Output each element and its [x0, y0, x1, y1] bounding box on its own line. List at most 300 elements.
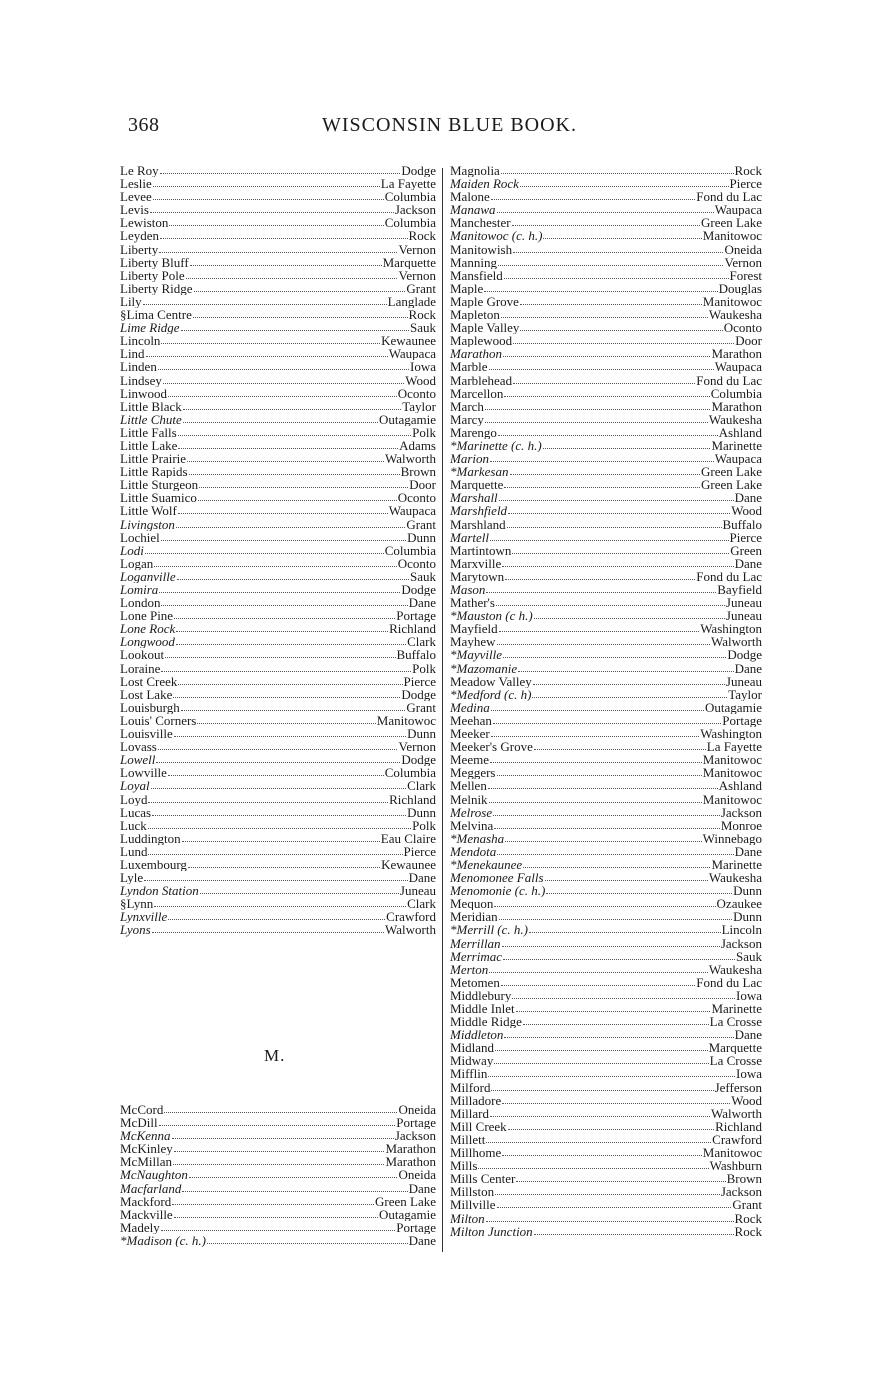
dot-leader [502, 1152, 702, 1156]
dot-leader [172, 1201, 374, 1205]
place-name: McNaughton [120, 1168, 188, 1182]
county-name: Pierce [729, 177, 762, 191]
county-name: Columbia [384, 190, 436, 204]
place-name: Midland [450, 1041, 495, 1055]
county-name: Fond du Lac [696, 190, 762, 204]
county-name: Columbia [384, 766, 436, 780]
dot-leader [207, 1240, 408, 1244]
dot-leader [501, 982, 695, 986]
dot-leader [173, 1161, 384, 1165]
dot-leader [512, 222, 700, 226]
place-name: Little Black [120, 399, 182, 413]
place-name: Merrillan [450, 936, 501, 950]
dot-leader [543, 235, 701, 239]
county-name: Rock [734, 1224, 762, 1238]
list-item [120, 413, 436, 426]
county-name: Dane [734, 1028, 762, 1042]
county-name: Eau Claire [380, 831, 436, 845]
list-item [450, 531, 762, 544]
county-name: La Crosse [709, 1054, 762, 1068]
list-item [120, 727, 436, 740]
list-item [450, 308, 762, 321]
list-item [450, 622, 762, 635]
list-item [450, 190, 762, 203]
county-name: Oconto [397, 556, 436, 570]
place-name: Milton [450, 1211, 485, 1225]
right-column [450, 164, 762, 1238]
county-name: Wood [731, 504, 762, 518]
place-name: *Mauston (c h.) [450, 609, 533, 623]
county-name: Waupaca [714, 203, 762, 217]
place-name: Mifflin [450, 1067, 488, 1081]
dot-leader [513, 340, 734, 344]
county-name: Wood [405, 373, 436, 387]
list-item [120, 282, 436, 295]
county-name: Brown [726, 1172, 762, 1186]
county-name: Columbia [384, 543, 436, 557]
county-name: Door [735, 334, 762, 348]
dot-leader [168, 772, 384, 776]
dot-leader [160, 235, 408, 239]
place-name: Meeme [450, 753, 489, 767]
county-name: Marathon [385, 1142, 436, 1156]
left-column [120, 164, 436, 937]
dot-leader [146, 353, 388, 357]
place-name: *Mayville [450, 648, 502, 662]
place-name: Marcellon [450, 386, 504, 400]
list-item [450, 937, 762, 950]
dot-leader [174, 615, 395, 619]
dot-leader [498, 262, 724, 266]
dot-leader [154, 563, 397, 567]
dot-leader [520, 327, 722, 331]
list-item [120, 334, 436, 347]
list-item [450, 1146, 762, 1159]
county-name: Green [730, 543, 762, 557]
dot-leader [490, 458, 714, 462]
county-name: Dunn [407, 805, 436, 819]
dot-leader [190, 262, 382, 266]
list-item [450, 570, 762, 583]
dot-leader [173, 694, 400, 698]
dot-leader [176, 524, 405, 528]
place-name: Meeker's Grove [450, 740, 533, 754]
county-name: Outagamie [704, 700, 762, 714]
place-name: Linwood [120, 386, 167, 400]
dot-leader [161, 668, 411, 672]
list-item [120, 779, 436, 792]
list-item [450, 648, 762, 661]
dot-leader [501, 314, 708, 318]
dot-leader [546, 890, 732, 894]
dot-leader [516, 1178, 725, 1182]
dot-leader [152, 929, 384, 933]
dot-leader [502, 563, 733, 567]
list-item [120, 531, 436, 544]
dot-leader [529, 929, 721, 933]
list-item [450, 177, 762, 190]
county-name: Dodge [727, 648, 762, 662]
place-name: McMillan [120, 1155, 172, 1169]
dot-leader [163, 380, 404, 384]
place-name: Malone [450, 190, 490, 204]
list-item [120, 504, 436, 517]
dot-leader [534, 615, 725, 619]
county-name: Marinette [711, 857, 762, 872]
county-name: Jackson [720, 936, 762, 950]
place-name: Mill Creek [450, 1119, 507, 1133]
county-name: Marquette [708, 1041, 762, 1055]
county-name: Dane [734, 556, 762, 570]
list-item [450, 832, 762, 845]
list-item [450, 1107, 762, 1120]
county-name: Portage [396, 609, 436, 623]
place-name: Milladore [450, 1093, 502, 1107]
place-name: *Medford (c. h) [450, 687, 532, 701]
list-item [450, 413, 762, 426]
list-item [450, 1094, 762, 1107]
place-name: Mequon [450, 897, 494, 911]
dot-leader [156, 759, 400, 763]
m-section-list [120, 1103, 436, 1247]
place-name: §Lima Centre [120, 308, 192, 322]
county-name: Walworth [711, 1106, 762, 1120]
county-name: Manitowoc [702, 1146, 762, 1160]
place-name: Marion [450, 452, 489, 466]
list-item [120, 858, 436, 871]
list-item [120, 321, 436, 334]
place-name: Lily [120, 294, 142, 309]
place-name: Maple Valley [450, 321, 520, 335]
county-name: Juneau [725, 674, 762, 688]
page-title: WISCONSIN BLUE BOOK. [322, 114, 577, 136]
list-item [450, 1067, 762, 1080]
county-name: Manitowoc [702, 294, 762, 309]
dot-leader [497, 1204, 732, 1208]
place-name: Marble [450, 360, 488, 374]
dot-leader [189, 1174, 398, 1178]
place-name: Merrimac [450, 949, 502, 963]
list-item [120, 360, 436, 373]
dot-leader [501, 170, 734, 174]
place-name: Melrose [450, 805, 493, 819]
county-name: Manitowoc [702, 766, 762, 780]
list-item [450, 845, 762, 858]
dot-leader [503, 654, 726, 658]
county-name: Green Lake [701, 478, 762, 492]
dot-leader [499, 497, 734, 501]
dot-leader [174, 1148, 385, 1152]
county-name: Dane [408, 1181, 436, 1195]
place-name: Lynxville [120, 910, 168, 924]
county-name: Green Lake [375, 1194, 436, 1208]
dot-leader [150, 209, 394, 213]
county-name: Waukesha [708, 962, 762, 976]
place-name: Midway [450, 1054, 494, 1068]
list-item [450, 518, 762, 531]
county-name: Sauk [410, 321, 436, 335]
dot-leader [490, 1113, 710, 1117]
dot-leader [490, 759, 702, 763]
place-name: Maplewood [450, 334, 513, 348]
list-item [120, 635, 436, 648]
place-name: Marathon [450, 347, 502, 361]
county-name: Kewaunee [381, 334, 436, 348]
list-item [120, 295, 436, 308]
place-name: Marshfield [450, 504, 508, 518]
list-item [450, 295, 762, 308]
place-name: Liberty Pole [120, 268, 185, 282]
list-item [120, 164, 436, 177]
dot-leader [486, 1139, 711, 1143]
place-name: Little Rapids [120, 465, 188, 479]
dot-leader [145, 550, 384, 554]
dot-leader [488, 785, 718, 789]
dot-leader [486, 589, 716, 593]
place-name: Longwood [120, 635, 175, 649]
dot-leader [493, 720, 721, 724]
county-name: Ashland [718, 425, 762, 439]
county-name: Langlade [387, 294, 436, 309]
list-item [120, 1116, 436, 1129]
county-name: Pierce [729, 530, 762, 544]
place-name: Marshland [450, 517, 506, 531]
dot-leader [505, 576, 695, 580]
place-name: Middlebury [450, 988, 512, 1002]
dot-leader [534, 746, 706, 750]
place-name: Liberty Ridge [120, 281, 193, 295]
place-name: Lund [120, 844, 148, 858]
list-item [450, 360, 762, 373]
place-name: Merton [450, 962, 489, 976]
list-item [450, 203, 762, 216]
place-name: Little Sturgeon [120, 478, 199, 492]
county-name: Polk [412, 661, 436, 675]
dot-leader [545, 877, 708, 881]
list-item [120, 832, 436, 845]
county-name: Green Lake [701, 465, 762, 479]
list-item [120, 478, 436, 491]
place-name: Manitowoc (c. h.) [450, 229, 543, 243]
dot-leader [186, 275, 398, 279]
county-name: Ozaukee [716, 897, 762, 911]
county-name: Marathon [711, 399, 762, 413]
dot-leader [498, 432, 718, 436]
list-item [120, 596, 436, 609]
county-name: Clark [407, 897, 436, 911]
county-name: Richland [389, 622, 436, 636]
dot-leader [491, 196, 696, 200]
place-name: Maiden Rock [450, 177, 519, 191]
place-name: Meggers [450, 766, 496, 780]
list-item [120, 1195, 436, 1208]
place-name: Marytown [450, 569, 505, 583]
county-name: Oneida [724, 242, 762, 256]
list-item [450, 688, 762, 701]
county-name: Walworth [385, 452, 436, 466]
list-item [120, 714, 436, 727]
county-name: Waukesha [708, 412, 762, 426]
place-name: Lyle [120, 871, 144, 885]
place-name: Marblehead [450, 373, 513, 387]
list-item [120, 229, 436, 242]
dot-leader [513, 380, 695, 384]
county-name: Grant [406, 281, 436, 295]
dot-leader [158, 746, 398, 750]
place-name: Levis [120, 203, 149, 217]
list-item [450, 583, 762, 596]
place-name: Lime Ridge [120, 321, 180, 335]
county-name: Jackson [720, 805, 762, 819]
dot-leader [165, 654, 395, 658]
place-name: Lochiel [120, 530, 160, 544]
county-name: Wood [731, 1093, 762, 1107]
county-name: Douglas [718, 281, 762, 295]
list-item [450, 1159, 762, 1172]
place-name: *Mazomanie [450, 661, 518, 675]
dot-leader [172, 1135, 394, 1139]
list-item [450, 727, 762, 740]
dot-leader [199, 484, 408, 488]
dot-leader [189, 471, 400, 475]
list-item [120, 544, 436, 557]
place-name: Loganville [120, 569, 176, 583]
list-item [450, 806, 762, 819]
dot-leader [484, 288, 717, 292]
dot-leader [505, 838, 701, 842]
place-name: Marshall [450, 491, 498, 505]
list-item [120, 1168, 436, 1181]
dot-leader [508, 510, 730, 514]
list-item [120, 269, 436, 282]
place-name: Logan [120, 556, 154, 570]
county-name: Oneida [398, 1168, 436, 1182]
list-item [450, 334, 762, 347]
county-name: Buffalo [396, 648, 436, 662]
list-item [450, 609, 762, 622]
place-name: Mayhew [450, 635, 496, 649]
county-name: Richland [389, 792, 436, 806]
place-name: Lowville [120, 766, 167, 780]
place-name: Marengo [450, 425, 497, 439]
place-name: Le Roy [120, 164, 159, 178]
dot-leader [504, 484, 700, 488]
place-name: Maple [450, 281, 484, 295]
place-name: Marquette [450, 478, 504, 492]
county-name: Vernon [398, 242, 436, 256]
dot-leader [518, 668, 733, 672]
county-name: Door [409, 478, 436, 492]
list-item [120, 1142, 436, 1155]
dot-leader [489, 969, 708, 973]
county-name: Marquette [382, 255, 436, 269]
list-item [450, 465, 762, 478]
county-name: Dane [734, 491, 762, 505]
county-name: Taylor [728, 687, 762, 701]
county-name: Columbia [384, 216, 436, 230]
list-item [450, 1015, 762, 1028]
list-item [120, 374, 436, 387]
county-name: Kewaunee [381, 857, 436, 872]
list-item [120, 701, 436, 714]
list-item [450, 1120, 762, 1133]
county-name: Waupaca [714, 360, 762, 374]
dot-leader [504, 275, 729, 279]
list-item [450, 387, 762, 400]
county-name: Manitowoc [376, 713, 436, 728]
place-name: Manchester [450, 216, 511, 230]
county-name: Ashland [718, 779, 762, 793]
dot-leader [161, 602, 407, 606]
list-item [120, 609, 436, 622]
county-name: Pierce [403, 674, 436, 688]
county-name: Monroe [720, 818, 762, 832]
county-name: Vernon [398, 740, 436, 754]
place-name: Mackford [120, 1194, 172, 1208]
list-item [450, 675, 762, 688]
county-name: Richland [715, 1119, 762, 1133]
county-name: Portage [396, 1220, 436, 1234]
list-item [450, 662, 762, 675]
dot-leader [485, 419, 708, 423]
place-name: Melvina [450, 818, 494, 832]
dot-leader [523, 864, 710, 868]
place-name: Medina [450, 700, 490, 714]
place-name: Little Suamico [120, 491, 197, 505]
place-name: Luxembourg [120, 857, 187, 872]
dot-leader [497, 851, 733, 855]
place-name: Liberty Bluff [120, 255, 189, 269]
dot-leader [495, 1047, 708, 1051]
place-name: Lost Creek [120, 674, 178, 688]
place-name: Mills [450, 1159, 478, 1173]
county-name: Manitowoc [702, 753, 762, 767]
place-name: §Lynn [120, 897, 154, 911]
place-name: Louisburgh [120, 700, 180, 714]
place-name: *Menekaunee [450, 857, 523, 872]
county-name: Portage [722, 713, 762, 728]
county-name: Vernon [398, 268, 436, 282]
place-name: Meridian [450, 910, 498, 924]
dot-leader [478, 1165, 708, 1169]
place-name: Lindsey [120, 373, 162, 387]
list-item [450, 884, 762, 897]
place-name: Meehan [450, 713, 492, 728]
county-name: Columbia [710, 386, 762, 400]
place-name: Meeker [450, 727, 490, 741]
county-name: Oconto [397, 386, 436, 400]
list-item [120, 203, 436, 216]
place-name: Leslie [120, 177, 152, 191]
place-name: McDill [120, 1116, 158, 1130]
place-name: Magnolia [450, 164, 500, 178]
place-name: Lone Pine [120, 609, 174, 623]
place-name: Middle Ridge [450, 1015, 522, 1029]
place-name: Marxville [450, 556, 502, 570]
place-name: Little Falls [120, 425, 177, 439]
list-item [120, 793, 436, 806]
list-item [450, 1041, 762, 1054]
county-name: Dunn [407, 530, 436, 544]
place-name: Manning [450, 255, 497, 269]
county-name: Waukesha [708, 871, 762, 885]
place-name: Menomonee Falls [450, 871, 544, 885]
county-name: Waupaca [388, 347, 436, 361]
place-name: Mansfield [450, 268, 503, 282]
list-item [450, 400, 762, 413]
county-name: Iowa [736, 1067, 762, 1081]
dot-leader [198, 497, 397, 501]
